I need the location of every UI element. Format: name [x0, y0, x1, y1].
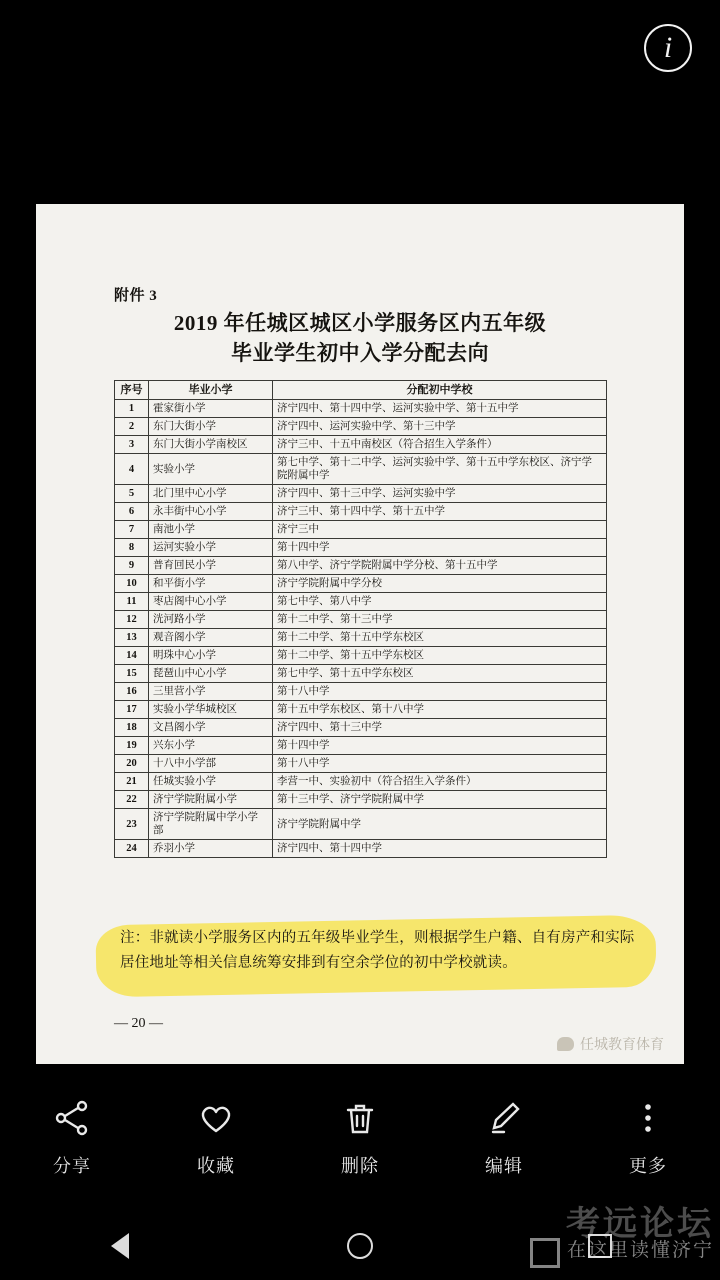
table-row [115, 647, 607, 665]
cell-primary-school: 和平街小学 [149, 575, 273, 593]
doc-title-line1: 2019 年任城区城区小学服务区内五年级 [173, 311, 547, 335]
cell-primary-school: 实验小学华城校区 [149, 701, 273, 719]
column-header-primary: 毕业小学 [149, 381, 273, 400]
page-number: — 20 — [114, 1016, 163, 1031]
cell-middle-schools: 济宁三中、十五中南校区（符合招生入学条件） [273, 436, 607, 454]
action-bar [0, 1064, 720, 1212]
cell-primary-school: 普育回民小学 [149, 557, 273, 575]
cell-middle-schools: 第七中学、第十五中学东校区 [273, 665, 607, 683]
note-text: 注：非就读小学服务区内的五年级毕业学生，则根据学生户籍、自有房产和实际居住地址等相关信息统筹安排到有空余学位的初中学校就读。 [120, 930, 635, 971]
cell-primary-school: 运河实验小学 [149, 539, 273, 557]
table-row [115, 701, 607, 719]
cell-no: 3 [115, 436, 149, 454]
wechat-icon [557, 1037, 574, 1051]
cell-middle-schools: 第十八中学 [273, 683, 607, 701]
cell-primary-school: 文昌阁小学 [149, 719, 273, 737]
cell-no: 11 [115, 593, 149, 611]
cell-middle-schools: 济宁学院附属中学 [273, 809, 607, 840]
edit-button[interactable] [444, 1098, 564, 1178]
cell-primary-school: 霍家街小学 [149, 400, 273, 418]
cell-primary-school: 北门里中心小学 [149, 485, 273, 503]
cell-middle-schools: 第十二中学、第十三中学 [273, 611, 607, 629]
cell-no: 6 [115, 503, 149, 521]
table-row [115, 773, 607, 791]
table-row [115, 557, 607, 575]
cell-no: 23 [115, 809, 149, 840]
doc-title-line2: 毕业学生初中入学分配去向 [231, 341, 489, 365]
cell-no: 17 [115, 701, 149, 719]
edit-label: 编辑 [485, 1156, 523, 1176]
forum-watermark-mark [530, 1238, 560, 1268]
table-row [115, 521, 607, 539]
cell-no: 8 [115, 539, 149, 557]
cell-primary-school: 兴东小学 [149, 737, 273, 755]
cell-no: 16 [115, 683, 149, 701]
top-bar [0, 0, 720, 200]
delete-label: 删除 [341, 1156, 379, 1176]
table-row [115, 737, 607, 755]
trash-icon [340, 1098, 380, 1138]
table-row [115, 665, 607, 683]
cell-primary-school: 明珠中心小学 [149, 647, 273, 665]
share-button[interactable] [12, 1098, 132, 1178]
share-label: 分享 [53, 1156, 91, 1176]
document-page [36, 204, 684, 1064]
more-button[interactable] [588, 1098, 708, 1178]
system-nav-bar [0, 1206, 720, 1280]
cell-no: 14 [115, 647, 149, 665]
more-vertical-icon [628, 1098, 668, 1138]
pencil-icon [484, 1098, 524, 1138]
cell-primary-school: 乔羽小学 [149, 840, 273, 858]
table-row [115, 418, 607, 436]
cell-middle-schools: 济宁学院附属中学分校 [273, 575, 607, 593]
forum-watermark-title: 考远论坛 [566, 1206, 714, 1243]
forum-watermark-slogan: 在这里读懂济宁 [566, 1240, 714, 1261]
cell-no: 7 [115, 521, 149, 539]
cell-middle-schools: 济宁四中、第十三中学、运河实验中学 [273, 485, 607, 503]
allocation-table [114, 380, 607, 858]
cell-no: 2 [115, 418, 149, 436]
table-row [115, 575, 607, 593]
cell-middle-schools: 第十八中学 [273, 755, 607, 773]
table-row [115, 719, 607, 737]
page-title [36, 308, 684, 368]
cell-middle-schools: 第七中学、第十二中学、运河实验中学、第十五中学东校区、济宁学院附属中学 [273, 454, 607, 485]
cell-middle-schools: 李营一中、实验初中（符合招生入学条件） [273, 773, 607, 791]
cell-middle-schools: 第八中学、济宁学院附属中学分校、第十五中学 [273, 557, 607, 575]
cell-no: 10 [115, 575, 149, 593]
cell-no: 4 [115, 454, 149, 485]
table-row [115, 611, 607, 629]
cell-primary-school: 十八中小学部 [149, 755, 273, 773]
table-row [115, 503, 607, 521]
table-row [115, 454, 607, 485]
cell-middle-schools: 第十二中学、第十五中学东校区 [273, 647, 607, 665]
home-circle-icon [347, 1233, 373, 1259]
nav-home-button[interactable] [300, 1212, 420, 1280]
cell-middle-schools: 济宁三中 [273, 521, 607, 539]
cell-middle-schools: 第十三中学、济宁学院附属中学 [273, 791, 607, 809]
cell-middle-schools: 第十四中学 [273, 539, 607, 557]
cell-middle-schools: 第十二中学、第十五中学东校区 [273, 629, 607, 647]
cell-no: 12 [115, 611, 149, 629]
cell-no: 24 [115, 840, 149, 858]
info-icon[interactable]: i [644, 24, 692, 72]
more-label: 更多 [629, 1156, 667, 1176]
table-row [115, 436, 607, 454]
cell-primary-school: 洸河路小学 [149, 611, 273, 629]
cell-no: 15 [115, 665, 149, 683]
cell-no: 21 [115, 773, 149, 791]
cell-primary-school: 实验小学 [149, 454, 273, 485]
publisher-watermark [557, 1034, 664, 1054]
cell-no: 13 [115, 629, 149, 647]
favorite-label: 收藏 [197, 1156, 235, 1176]
delete-button[interactable] [300, 1098, 420, 1178]
table-row [115, 485, 607, 503]
share-icon [52, 1098, 92, 1138]
favorite-button[interactable] [156, 1098, 276, 1178]
attachment-label: 附件 3 [114, 288, 158, 304]
cell-no: 22 [115, 791, 149, 809]
cell-middle-schools: 济宁四中、第十四中学 [273, 840, 607, 858]
cell-middle-schools: 第七中学、第八中学 [273, 593, 607, 611]
cell-no: 19 [115, 737, 149, 755]
cell-no: 20 [115, 755, 149, 773]
cell-middle-schools: 济宁四中、运河实验中学、第十三中学 [273, 418, 607, 436]
cell-primary-school: 济宁学院附属小学 [149, 791, 273, 809]
cell-no: 18 [115, 719, 149, 737]
cell-primary-school: 观音阁小学 [149, 629, 273, 647]
cell-no: 1 [115, 400, 149, 418]
cell-middle-schools: 第十五中学东校区、第十八中学 [273, 701, 607, 719]
cell-primary-school: 济宁学院附属中学小学部 [149, 809, 273, 840]
cell-primary-school: 永丰街中心小学 [149, 503, 273, 521]
table-row [115, 539, 607, 557]
cell-primary-school: 东门大街小学 [149, 418, 273, 436]
document-viewer[interactable] [0, 204, 720, 1064]
column-header-middle: 分配初中学校 [273, 381, 607, 400]
watermark-label: 任城教育体育 [580, 1038, 664, 1053]
table-row [115, 809, 607, 840]
cell-middle-schools: 第十四中学 [273, 737, 607, 755]
table-row [115, 683, 607, 701]
cell-primary-school: 枣店阁中心小学 [149, 593, 273, 611]
table-row [115, 791, 607, 809]
table-row [115, 593, 607, 611]
forum-watermark [480, 1194, 720, 1280]
cell-no: 9 [115, 557, 149, 575]
heart-icon [196, 1098, 236, 1138]
cell-primary-school: 三里营小学 [149, 683, 273, 701]
back-triangle-icon [111, 1233, 129, 1259]
cell-no: 5 [115, 485, 149, 503]
cell-primary-school: 东门大街小学南校区 [149, 436, 273, 454]
table-row [115, 629, 607, 647]
cell-middle-schools: 济宁四中、第十四中学、运河实验中学、第十五中学 [273, 400, 607, 418]
cell-middle-schools: 济宁四中、第十三中学 [273, 719, 607, 737]
cell-middle-schools: 济宁三中、第十四中学、第十五中学 [273, 503, 607, 521]
table-row [115, 840, 607, 858]
table-row [115, 755, 607, 773]
nav-back-button[interactable] [60, 1212, 180, 1280]
table-header-row [115, 381, 607, 400]
table-row [115, 400, 607, 418]
cell-primary-school: 南池小学 [149, 521, 273, 539]
cell-primary-school: 任城实验小学 [149, 773, 273, 791]
column-header-no: 序号 [115, 381, 149, 400]
cell-primary-school: 琵琶山中心小学 [149, 665, 273, 683]
